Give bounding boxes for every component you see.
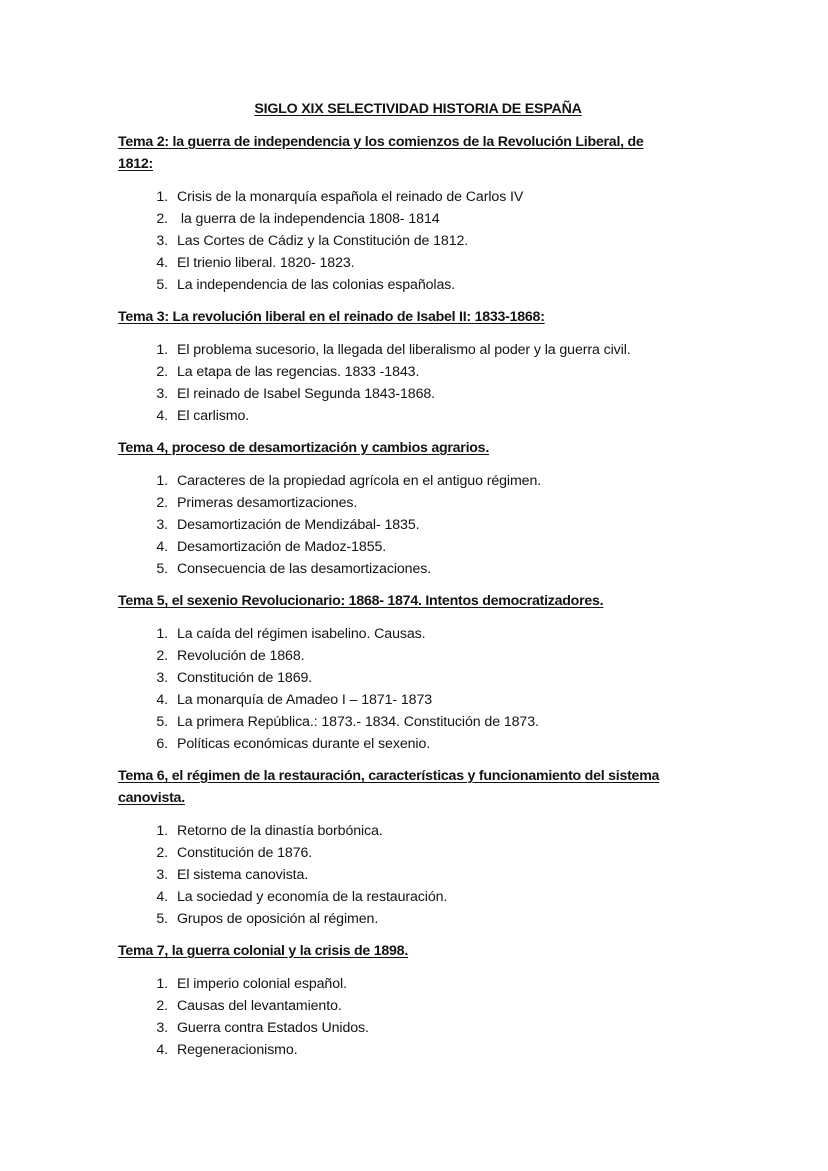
spacer	[118, 427, 718, 437]
section-heading: Tema 3: La revolución liberal en el reinado de Isabel II: 1833-1868:	[118, 309, 545, 325]
item-text: Políticas económicas durante el sexenio.	[177, 736, 431, 752]
item-number: 1.	[156, 823, 168, 839]
item-number: 5.	[156, 911, 168, 927]
item-text: Consecuencia de las desamortizaciones.	[177, 561, 432, 577]
section-heading: Tema 5, el sexenio Revolucionario: 1868- 1874. Intentos democratizadores.	[118, 593, 604, 609]
item-number: 3.	[156, 386, 168, 402]
list-item	[118, 667, 718, 689]
item-text: Revolución de 1868.	[177, 648, 305, 664]
spacer	[118, 580, 718, 590]
section-heading	[118, 131, 718, 175]
item-text: La etapa de las regencias. 1833 -1843.	[177, 364, 420, 380]
list-item	[118, 864, 718, 886]
document-title: SIGLO XIX SELECTIVIDAD HISTORIA DE ESPAÑA	[254, 101, 582, 117]
item-text: Desamortización de Mendizábal- 1835.	[177, 517, 420, 533]
item-number: 4.	[156, 1042, 168, 1058]
list-item	[118, 711, 718, 733]
item-number: 1.	[156, 342, 168, 358]
section-heading-line-1: Tema 6, el régimen de la restauración, características y funcionamiento del sistema	[118, 768, 660, 784]
list-item	[118, 1017, 718, 1039]
spacer	[118, 755, 718, 765]
list-item	[118, 842, 718, 864]
section-heading: Tema 7, la guerra colonial y la crisis de 1898.	[118, 943, 409, 959]
item-text: Constitución de 1869.	[177, 670, 313, 686]
list-item	[118, 689, 718, 711]
item-number: 5.	[156, 714, 168, 730]
item-text: Caracteres de la propiedad agrícola en el antiguo régimen.	[177, 473, 542, 489]
item-text: Grupos de oposición al régimen.	[177, 911, 379, 927]
item-number: 5.	[156, 277, 168, 293]
topic-list	[118, 470, 718, 580]
item-number: 3.	[156, 517, 168, 533]
topic-list	[118, 339, 718, 427]
item-text: La independencia de las colonias españolas.	[177, 277, 456, 293]
list-item	[118, 252, 718, 274]
item-text: Guerra contra Estados Unidos.	[177, 1020, 369, 1036]
list-item	[118, 733, 718, 755]
item-text: Causas del levantamiento.	[177, 998, 342, 1014]
list-item	[118, 886, 718, 908]
item-text: La sociedad y economía de la restauración.	[177, 889, 448, 905]
section-heading: Tema 4, proceso de desamortización y cambios agrarios.	[118, 440, 490, 456]
list-item	[118, 470, 718, 492]
item-number: 2.	[156, 495, 168, 511]
item-text: Retorno de la dinastía borbónica.	[177, 823, 383, 839]
item-text: La caída del régimen isabelino. Causas.	[177, 626, 426, 642]
item-text: Regeneracionismo.	[177, 1042, 298, 1058]
list-item	[118, 230, 718, 252]
item-number: 1.	[156, 626, 168, 642]
item-number: 2.	[156, 364, 168, 380]
item-number: 4.	[156, 692, 168, 708]
item-number: 1.	[156, 189, 168, 205]
topic-list	[118, 973, 718, 1061]
list-item	[118, 339, 718, 361]
item-text: El reinado de Isabel Segunda 1843-1868.	[177, 386, 435, 402]
item-number: 4.	[156, 539, 168, 555]
section-tema-3	[118, 306, 718, 427]
item-number: 3.	[156, 670, 168, 686]
document-page	[118, 98, 718, 1061]
item-number: 3.	[156, 867, 168, 883]
list-item	[118, 492, 718, 514]
section-heading-line-1: Tema 2: la guerra de independencia y los comienzos de la Revolución Liberal, de	[118, 134, 644, 150]
item-text: Primeras desamortizaciones.	[177, 495, 358, 511]
section-tema-6	[118, 765, 718, 930]
item-number: 6.	[156, 736, 168, 752]
item-text: Las Cortes de Cádiz y la Constitución de 1812.	[177, 233, 469, 249]
list-item	[118, 208, 718, 230]
list-item	[118, 1039, 718, 1061]
section-tema-5	[118, 590, 718, 755]
item-number: 2.	[156, 845, 168, 861]
item-text: El problema sucesorio, la llegada del liberalismo al poder y la guerra civil.	[177, 342, 631, 358]
list-item	[118, 405, 718, 427]
section-heading-line-2: 1812:	[118, 156, 154, 172]
item-number: 3.	[156, 1020, 168, 1036]
list-item	[118, 820, 718, 842]
item-text: El carlismo.	[177, 408, 250, 424]
list-item	[118, 514, 718, 536]
section-tema-2	[118, 131, 718, 296]
list-item	[118, 536, 718, 558]
item-number: 4.	[156, 889, 168, 905]
item-number: 2.	[156, 648, 168, 664]
list-item	[118, 558, 718, 580]
list-item	[118, 995, 718, 1017]
list-item	[118, 973, 718, 995]
section-tema-7	[118, 940, 718, 1061]
item-number: 1.	[156, 976, 168, 992]
item-number: 1.	[156, 473, 168, 489]
topic-list	[118, 820, 718, 930]
topic-list	[118, 186, 718, 296]
item-number: 2.	[156, 998, 168, 1014]
section-heading-line-2: canovista.	[118, 790, 185, 806]
list-item	[118, 623, 718, 645]
item-text: El sistema canovista.	[177, 867, 309, 883]
item-text: La monarquía de Amadeo I – 1871- 1873	[177, 692, 433, 708]
section-tema-4	[118, 437, 718, 580]
item-number: 3.	[156, 233, 168, 249]
item-text: Crisis de la monarquía española el reinado de Carlos IV	[177, 189, 524, 205]
item-text: El imperio colonial español.	[177, 976, 347, 992]
list-item	[118, 274, 718, 296]
list-item	[118, 361, 718, 383]
item-number: 5.	[156, 561, 168, 577]
item-number: 2.	[156, 211, 168, 227]
list-item	[118, 645, 718, 667]
item-number: 4.	[156, 255, 168, 271]
item-text: El trienio liberal. 1820- 1823.	[177, 255, 355, 271]
topic-list	[118, 623, 718, 755]
item-number: 4.	[156, 408, 168, 424]
section-heading	[118, 765, 718, 809]
list-item	[118, 383, 718, 405]
item-text: Desamortización de Madoz-1855.	[177, 539, 387, 555]
item-text: La primera República.: 1873.- 1834. Constitución de 1873.	[177, 714, 539, 730]
spacer	[118, 296, 718, 306]
list-item	[118, 908, 718, 930]
list-item	[118, 186, 718, 208]
item-text: la guerra de la independencia 1808- 1814	[177, 211, 440, 227]
item-text: Constitución de 1876.	[177, 845, 313, 861]
spacer	[118, 930, 718, 940]
